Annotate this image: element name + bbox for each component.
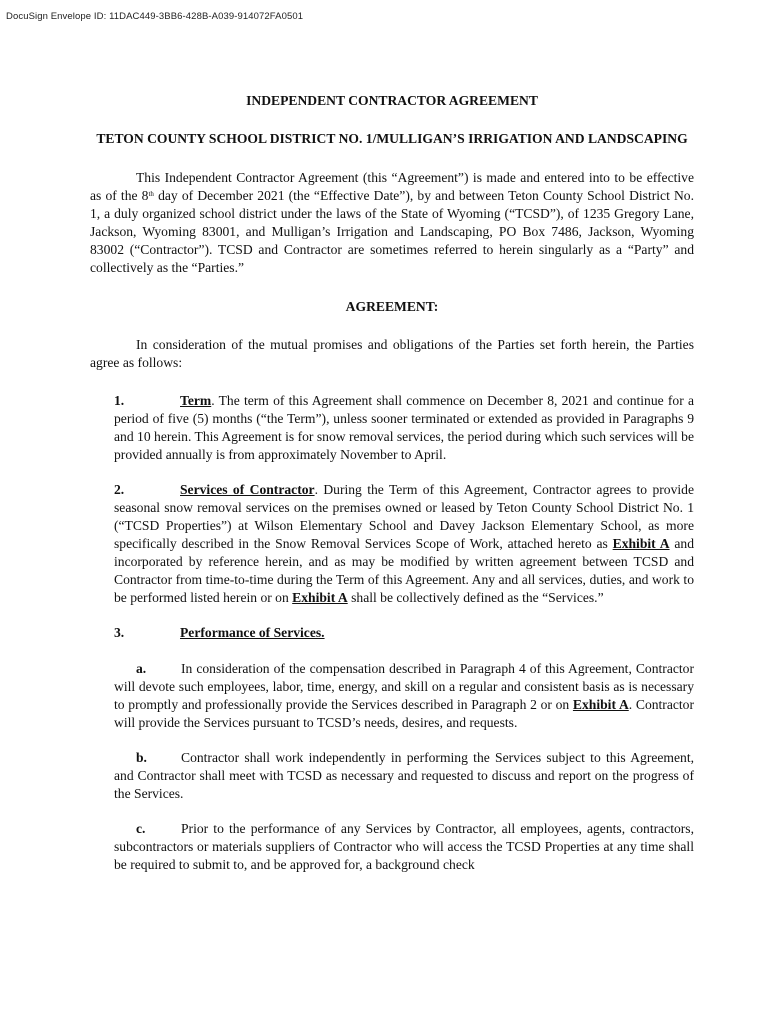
section-1-number: 1.: [114, 393, 125, 408]
section-3b: [114, 749, 694, 803]
section-3a-body-a: In consideration of the compensation described in Paragraph 4 of this Agreement, Contractor will devote such employees, labor, time, energy, and skill on a regular and consistent basis as is necessary to promptly and professionally provide the Services described in Paragraph 2 or on: [114, 661, 694, 712]
section-2-body-b: and incorporated by reference herein, and as may be modified by written agreement between TCSD and Contractor from time-to-time during the Term of this Agreement. Any and all services, duties, and work to be performed listed herein or on: [114, 536, 694, 605]
section-1-body: . The term of this Agreement shall commence on December 8, 2021 and continue for a period of five (5) months (“the Term”), unless sooner terminated or extended as provided in Paragraphs 9 and 10 herein. This Agreement is for snow removal services, the period during which such services will be provided annually is from approximately November to April.: [114, 393, 694, 462]
exhibit-a-reference: Exhibit A: [292, 590, 348, 605]
exhibit-a-reference: Exhibit A: [572, 697, 629, 712]
section-2-body-c: shall be collectively defined as the “Services.”: [347, 590, 604, 605]
exhibit-a-reference: Exhibit A: [612, 536, 670, 551]
section-3c-body: Prior to the performance of any Services by Contractor, all employees, agents, contractors, subcontractors or materials suppliers of Contractor who will access the TCSD Properties at any time shall be required to submit to, and be approved for, a background check: [114, 821, 694, 872]
section-1-term: [114, 392, 694, 464]
document-page: [90, 92, 694, 874]
section-2-heading: Services of Contractor: [180, 482, 315, 497]
section-2-body-a: . During the Term of this Agreement, Contractor agrees to provide seasonal snow removal services on the premises owned or leased by Teton County School District No. 1 (“TCSD Properties”) at Wilson Elementary School and Davey Jackson Elementary School, as more specifically described in the Snow Removal Services Scope of Work, attached hereto as: [114, 482, 694, 551]
section-3-number: 3.: [114, 625, 125, 640]
intro-paragraph: [90, 169, 694, 277]
section-2-services: [114, 481, 694, 607]
section-3-heading: Performance of Services.: [180, 625, 325, 640]
section-3c: [114, 820, 694, 874]
intro-text-a: This Independent Contractor Agreement (this “Agreement”) is made and entered into to be effective as of the 8: [90, 170, 694, 203]
section-3-performance: [114, 624, 694, 642]
section-3a-body-b: . Contractor will provide the Services pursuant to TCSD’s needs, desires, and requests.: [114, 697, 695, 730]
section-3a-label: a.: [136, 661, 147, 676]
section-3b-label: b.: [136, 750, 147, 765]
consideration-paragraph: In consideration of the mutual promises and obligations of the Parties set forth herein, the Parties agree as follows:: [90, 337, 694, 370]
section-3b-body: Contractor shall work independently in performing the Services subject to this Agreement, and Contractor shall meet with TCSD as necessary and requested to discuss and report on the progress of the Services.: [114, 750, 694, 801]
section-3c-label: c.: [136, 821, 146, 836]
document-subtitle: TETON COUNTY SCHOOL DISTRICT NO. 1/MULLIGAN’S IRRIGATION AND LANDSCAPING: [96, 131, 688, 146]
intro-text-b: day of December 2021 (the “Effective Date”), by and between Teton County School District No. 1, a duly organized school district under the laws of the State of Wyoming (“TCSD”), of 1235 Gregory Lane, Jackson, Wyoming 83001, and Mulligan’s Irrigation and Landscaping, PO Box 7486, Jackson, Wyoming 83002 (“Contractor”). TCSD and Contractor are sometimes referred to herein singularly as a “Party” and collectively as the “Parties.”: [90, 188, 694, 275]
document-title: INDEPENDENT CONTRACTOR AGREEMENT: [246, 93, 538, 108]
docusign-envelope-id: DocuSign Envelope ID: 11DAC449-3BB6-428B-A039-914072FA0501: [6, 11, 304, 22]
ordinal-suffix: th: [148, 190, 154, 198]
section-2-number: 2.: [114, 482, 125, 497]
agreement-heading: AGREEMENT:: [345, 299, 439, 314]
section-1-heading: Term: [180, 393, 212, 408]
section-3a: [114, 660, 694, 732]
